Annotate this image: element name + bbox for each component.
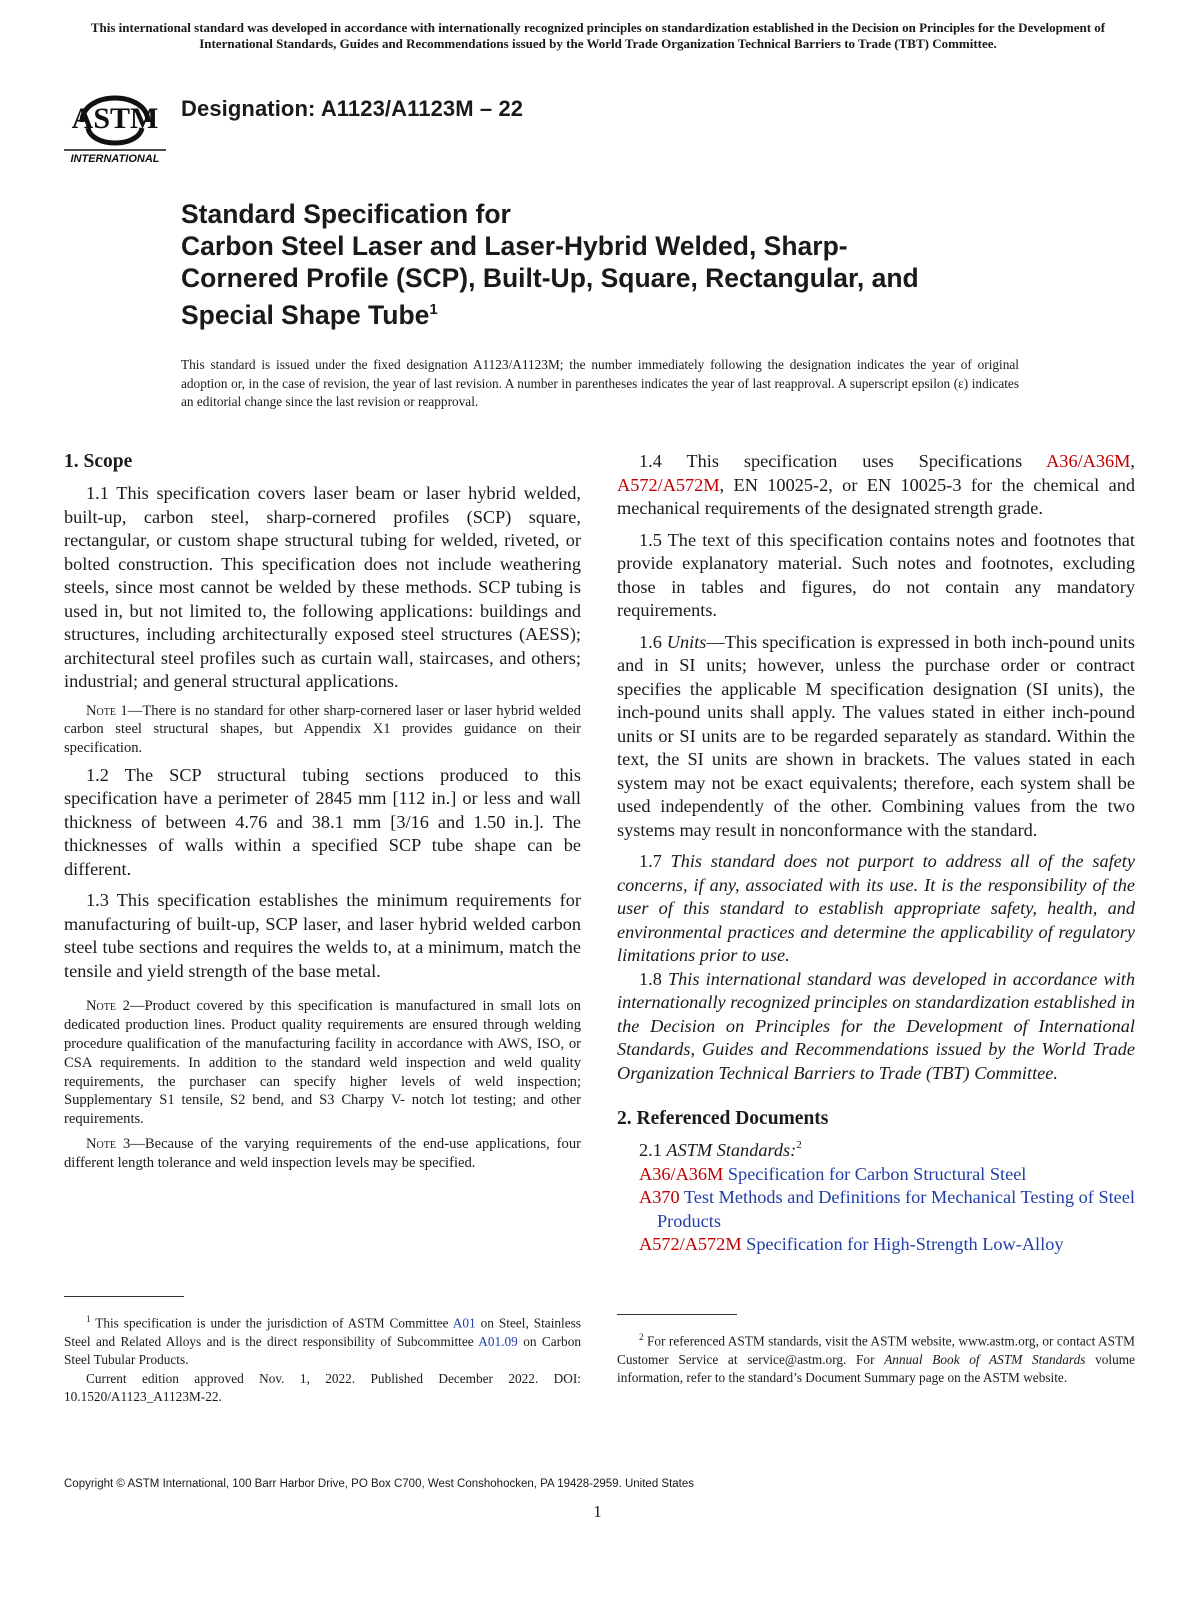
ref-item[interactable]: A572/A572M Specification for High-Strength Low-Alloy [639, 1234, 1064, 1254]
right-column [617, 450, 1135, 1257]
title-line-3: Cornered Profile (SCP), Built-Up, Square, Rectangular, and [181, 263, 919, 293]
top-notice: This international standard was developed in accordance with internationally recognized principles on standardization established in the Decision on Principles for the Development of International Standards, Guides and Recommendations issued by the World Trade Organization Technical Barriers to Trade (TBT) Committee. [90, 20, 1106, 51]
note-3: Note 3—Because of the varying requirements of the end-use applications, four different length tolerance and weld inspection levels may be specified. [64, 1135, 581, 1171]
section-heading-referenced-documents: 2. Referenced Documents [617, 1108, 829, 1129]
referenced-standards-list [639, 1139, 1135, 1257]
document-title [181, 198, 1081, 331]
footnote-rule-left [64, 1296, 184, 1297]
paragraph-1-2: 1.2 The SCP structural tubing sections produced to this specification have a perimeter of 2845 mm [112 in.] or less and wall thickness of between 4.76 and 38.1 mm [3/16 and 1.50 in.]. The thicknesses of walls within a specified SCP tube shape can be different. [64, 764, 581, 879]
logo-letters: ASTM [71, 102, 159, 135]
paragraph-1-4: 1.4 This specification uses Specifications A36/A36M, A572/A572M, EN 10025-2, or EN 10025-3 for the chemical and mechanical requirements of the designated strength grade. [617, 451, 1135, 518]
link-a01[interactable]: A01 [452, 1315, 476, 1331]
designation: Designation: A1123/A1123M – 22 [181, 96, 524, 121]
ref-item[interactable]: A370 Test Methods and Definitions for Mechanical Testing of Steel Products [639, 1187, 1135, 1231]
link-a01-09[interactable]: A01.09 [478, 1333, 518, 1349]
link-a36[interactable]: A36/A36M [1046, 451, 1131, 471]
title-line-4: Special Shape Tube$^1$ [181, 300, 438, 330]
issue-note: This standard is issued under the fixed designation A1123/A1123M; the number immediately following the designation indicates the year of original adoption or, in the case of revision, the year of last revision. A number in parentheses indicates the year of last reapproval. A superscript epsilon (ε) indicates an editorial change since the last revision or reapproval. [181, 357, 1019, 409]
ref-subheading: 2.1 ASTM Standards:$^2$ [639, 1139, 802, 1160]
title-footnote-mark: 1 [429, 301, 438, 318]
note-1: Note 1—There is no standard for other sharp-cornered laser or laser hybrid welded carbon steel structural shapes, but Appendix X1 provides guidance on their specification. [64, 702, 581, 757]
paragraph-1-5: 1.5 The text of this specification contains notes and footnotes that provide explanatory material. Such notes and footnotes, excluding those in tables and figures, do not contain any mandatory requirements. [617, 529, 1135, 620]
title-line-1: Standard Specification for [181, 199, 511, 229]
logo-caption: INTERNATIONAL [70, 153, 160, 165]
paragraph-1-3: 1.3 This specification establishes the minimum requirements for manufacturing of built-up, SCP laser, and laser hybrid welded carbon steel tube sections and requires the welds to, at a minimum, match the tensile and yield strength of the base metal. [64, 890, 581, 981]
footnote-2: $^2$ For referenced ASTM standards, visit the ASTM website, www.astm.org, or contact ASTM Customer Service at service@astm.org. For Annual Book of ASTM Standards volume information, refer to the standard’s Document Summary page on the ASTM website. [617, 1332, 1135, 1386]
paragraph-1-7: 1.7 This standard does not purport to address all of the safety concerns, if any, associated with its use. It is the responsibility of the user of this standard to establish appropriate safety, health, and environmental practices and determine the applicability of regulatory limitations prior to use. [617, 851, 1135, 965]
paragraph-1-6: 1.6 Units—This specification is expressed in both inch-pound units and in SI units; however, unless the purchase order or contract specifies the applicable M specification designation (SI units), the inch-pound units shall apply. The values stated in either inch-pound units or SI units are to be regarded separately as standard. Within the text, the SI units are shown in brackets. The values stated in each system may not be exact equivalents; therefore, each system shall be used independently of the other. Combining values from the two systems may result in nonconformance with the standard. [617, 631, 1135, 840]
footnote-1: $^1$ This specification is under the jurisdiction of ASTM Committee A01 on Steel, Stainless Steel and Related Alloys and is the direct responsibility of Subcommittee A01.09 on Carbon Steel Tubular Products. Current edition approved Nov. 1, 2022. Published December 2022. DOI: 10.1520/A1123_A1123M-22. [64, 1314, 582, 1405]
copyright-line: Copyright © ASTM International, 100 Barr Harbor Drive, PO Box C700, West Conshohocken, PA 19428-2959. United States [64, 1478, 695, 1490]
left-column [64, 450, 581, 1179]
link-a572[interactable]: A572/A572M [617, 474, 720, 495]
footnote-rule-right [617, 1314, 737, 1315]
paragraph-1-8: 1.8 This international standard was developed in accordance with internationally recognized principles on standardization established in the Decision on Principles for the Development of International Standards, Guides and Recommendations issued by the World Trade Organization Technical Barriers to Trade (TBT) Committee. [617, 968, 1136, 1083]
section-heading-scope: 1. Scope [64, 451, 133, 472]
ref-item[interactable]: A36/A36M Specification for Carbon Structural Steel [639, 1163, 1027, 1184]
page-number: 1 [593, 1502, 602, 1521]
title-line-2: Carbon Steel Laser and Laser-Hybrid Welded, Sharp- [181, 231, 848, 261]
paragraph-1-1: 1.1 This specification covers laser beam or laser hybrid welded, built-up, carbon steel, sharp-cornered profiles (SCP) square, rectangular, or custom shape structural tubing for welded, riveted, or bolted construction. This specification does not include weathering steels, since most cannot be welded by these methods. SCP tubing is used in, but not limited to, the following applications: buildings and structures, including architecturally exposed steel structures (AESS); architectural steel profiles such as curtain wall, staircases, and others; industrial; and general structural applications. [64, 483, 581, 691]
note-2: Note 2—Product covered by this specification is manufactured in small lots on dedicated production lines. Product quality requirements are ensured through welding procedure qualification of the manufacturing facility in accordance with AWS, ISO, or CSA requirements. In addition to the standard weld inspection and weld quality requirements, the purchaser can specify higher levels of weld inspection; Supplementary S1 tensile, S2 bend, and S3 Charpy V- notch lot testing; and other requirements. [64, 998, 581, 1128]
astm-logo [62, 70, 168, 166]
